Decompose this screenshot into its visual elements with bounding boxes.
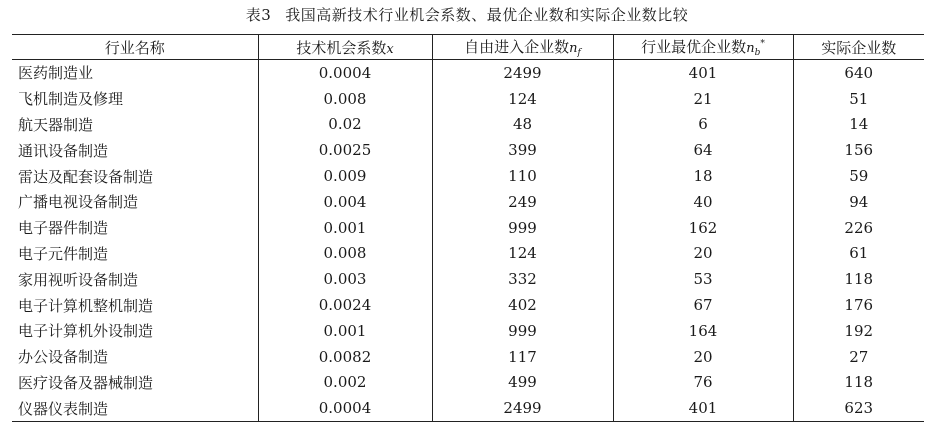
cell-optimal-count: 67 (613, 292, 793, 318)
cell-tech-coef: 0.001 (258, 318, 432, 344)
cell-free-entry-count: 999 (432, 215, 613, 241)
header-actual: 实际企业数 (793, 35, 924, 60)
table-caption (0, 4, 934, 25)
cell-industry-name: 办公设备制造 (18, 348, 109, 367)
cell-optimal-count: 76 (613, 370, 793, 396)
table-row (12, 215, 924, 241)
cell-optimal-count: 401 (613, 395, 793, 421)
table-row (12, 60, 924, 86)
cell-industry-name: 通讯设备制造 (18, 141, 109, 160)
cell-actual-count: 61 (793, 241, 924, 267)
cell-tech-coef: 0.003 (258, 266, 432, 292)
cell-industry-name: 家用视听设备制造 (18, 270, 139, 289)
cell-tech-coef: 0.009 (258, 163, 432, 189)
table-row (12, 241, 924, 267)
cell-tech-coef: 0.002 (258, 370, 432, 396)
cell-actual-count: 94 (793, 189, 924, 215)
cell-tech-coef: 0.0004 (258, 395, 432, 421)
table-row (12, 163, 924, 189)
cell-free-entry-count: 402 (432, 292, 613, 318)
cell-actual-count: 623 (793, 395, 924, 421)
cell-actual-count: 118 (793, 266, 924, 292)
coef-variable: x (386, 41, 394, 57)
cell-tech-coef: 0.008 (258, 86, 432, 112)
header-coef: 技术机会系数x (258, 35, 432, 60)
table-row (12, 137, 924, 163)
cell-free-entry-count: 332 (432, 266, 613, 292)
cell-actual-count: 27 (793, 344, 924, 370)
table-row (12, 189, 924, 215)
cell-actual-count: 51 (793, 86, 924, 112)
cell-optimal-count: 162 (613, 215, 793, 241)
cell-optimal-count: 40 (613, 189, 793, 215)
cell-tech-coef: 0.008 (258, 241, 432, 267)
cell-optimal-count: 6 (613, 112, 793, 138)
cell-free-entry-count: 124 (432, 241, 613, 267)
free-entry-subscript: f (577, 48, 581, 58)
cell-optimal-count: 164 (613, 318, 793, 344)
cell-industry-name: 医疗设备及器械制造 (18, 373, 154, 392)
cell-industry-name: 广播电视设备制造 (18, 193, 139, 212)
cell-tech-coef: 0.0082 (258, 344, 432, 370)
cell-industry-name: 飞机制造及修理 (18, 90, 124, 109)
cell-optimal-count: 18 (613, 163, 793, 189)
cell-industry-name: 雷达及配套设备制造 (18, 167, 154, 186)
cell-actual-count: 640 (793, 60, 924, 86)
cell-tech-coef: 0.0004 (258, 60, 432, 86)
cell-free-entry-count: 110 (432, 163, 613, 189)
cell-actual-count: 156 (793, 137, 924, 163)
table-row (12, 395, 924, 421)
table-row (12, 266, 924, 292)
optimal-subscript: b (754, 48, 761, 58)
cell-tech-coef: 0.004 (258, 189, 432, 215)
cell-tech-coef: 0.02 (258, 112, 432, 138)
optimal-variable: n (746, 41, 755, 56)
cell-free-entry-count: 999 (432, 318, 613, 344)
free-entry-variable: n (569, 41, 578, 56)
cell-free-entry-count: 499 (432, 370, 613, 396)
cell-optimal-count: 53 (613, 266, 793, 292)
cell-actual-count: 226 (793, 215, 924, 241)
comparison-table (12, 34, 924, 422)
table-title: 我国高新技术行业机会系数、最优企业数和实际企业数比较 (285, 6, 689, 24)
cell-free-entry-count: 399 (432, 137, 613, 163)
cell-industry-name: 电子元件制造 (18, 244, 109, 263)
cell-industry-name: 航天器制造 (18, 115, 94, 134)
cell-actual-count: 192 (793, 318, 924, 344)
cell-optimal-count: 20 (613, 344, 793, 370)
cell-optimal-count: 20 (613, 241, 793, 267)
cell-optimal-count: 21 (613, 86, 793, 112)
header-industry: 行业名称 (12, 35, 258, 60)
table-row (12, 370, 924, 396)
cell-free-entry-count: 48 (432, 112, 613, 138)
cell-tech-coef: 0.0024 (258, 292, 432, 318)
header-free-entry: 自由进入企业数$n_f$ (432, 35, 613, 60)
cell-industry-name: 仪器仪表制造 (12, 395, 258, 421)
cell-actual-count: 59 (793, 163, 924, 189)
cell-tech-coef: 0.0025 (258, 137, 432, 163)
table-row (12, 292, 924, 318)
cell-optimal-count: 64 (613, 137, 793, 163)
header-row (12, 35, 924, 60)
table-row (12, 112, 924, 138)
cell-industry-name: 电子器件制造 (18, 219, 109, 238)
cell-actual-count: 118 (793, 370, 924, 396)
cell-free-entry-count: 124 (432, 86, 613, 112)
cell-free-entry-count: 249 (432, 189, 613, 215)
cell-free-entry-count: 2499 (432, 395, 613, 421)
table-body (12, 60, 924, 422)
cell-industry-name: 电子计算机整机制造 (18, 296, 154, 315)
table-row (12, 86, 924, 112)
cell-tech-coef: 0.001 (258, 215, 432, 241)
header-optimal: 行业最优企业数$n_b^*$ (613, 35, 793, 60)
optimal-superscript: * (760, 39, 765, 49)
cell-actual-count: 176 (793, 292, 924, 318)
table-number: 表3 (245, 6, 272, 24)
table-row (12, 318, 924, 344)
cell-actual-count: 14 (793, 112, 924, 138)
cell-optimal-count: 401 (613, 60, 793, 86)
cell-free-entry-count: 2499 (432, 60, 613, 86)
table-row (12, 344, 924, 370)
cell-industry-name: 电子计算机外设制造 (18, 322, 154, 341)
cell-industry-name: 医药制造业 (18, 64, 94, 83)
cell-free-entry-count: 117 (432, 344, 613, 370)
